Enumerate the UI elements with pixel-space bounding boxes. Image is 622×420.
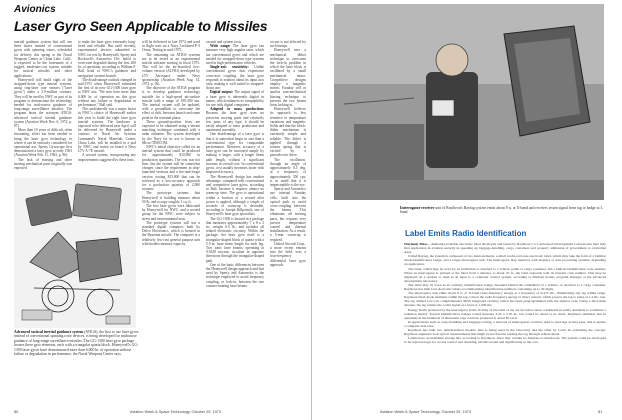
article-paragraph: One disadvantage of a laser gyro is that it is somewhat larger in size than a conventional type for comparable performance. However, accuracy of a laser gyro can be increased simply by making it larger, with a longer beam path length, without a significant increase in overall cost. In conventional gyros, cost usually increases faster with improved accuracy. (206, 132, 264, 175)
article-paragraph: In applications such as cargo handling and baggage routing, a network of interrogators could be used to read tags as they pass, and to update a computer data base. (404, 319, 606, 328)
sidebar-column-text (404, 242, 606, 408)
article-paragraph: Honeywell will build eight of the strapped-down type inertial systems, using ring-laser rate sensors ("laser gyros") under a 3.9-million contract. They will be used by NWC as part of its program to demonstrate the technology needed for mid-course guidance of long-range surveillance missiles. The program bears the acronym ATIGS: advanced tactical inertial guidance system (Aviation Week Nov. 6, 1972, p. 87). (14, 77, 72, 129)
article-paragraph: The GG-1300 is housed in a package that measures approximately 7 x 8 x 2 in., weighs 6.5 lb., and includes all related electronic circuitry. Within the package, the laser gyro itself is a triangular-shaped block of quartz with a 5.5-in. laser beam length for each leg. Two ionic laser beams, operating at 0.6328 micron, circulate in opposite directions through the triangular-shaped path. (206, 216, 264, 263)
article-paragraph: Wide range: The laser gyro can measure very high angular rates, which tax conventional gyros and which are needed for strapped-down type systems used in high-performance vehicles. (206, 44, 264, 66)
article-paragraph: The prototype systems that Honeywell is building measure about 50 lb. and occupy roughly 1 cu. ft. (142, 191, 200, 204)
article-paragraph: The Honeywell design has another advantage, compared with conventional and competitive laser gyros, according to Ball, because it requires almost no warm-up time. The gyro is operational within a fraction of a second after power is applied, although a couple of seconds of warm-up is desirable, according to Joseph Killpatrick, one of Honeywell's laser gyro specialists. (206, 174, 264, 217)
article-paragraph: Honeywell uses a mechanical dither technique to overcome the lock-in problem in which the laser block is oscillated by a small mechanical motor. Competitive designs employ a magnetic mirror, Faraday cell or similar non-mechanical biasing technique to prevent the two beams from locking in. (270, 48, 306, 108)
section-rubric: Avionics (14, 4, 56, 15)
article-paragraph: Raytheon has built two demonstration models. One is being used in the laboratory and the other by Cobb. In evaluating the concept, Raytheon engineers took typical measurements that might be involved in reading the tag through vehicle metal. (404, 327, 606, 337)
article-paragraph: More than 10 years of difficult, often frustrating, effort has been needed to bring the laser gyro technology to where it can be seriously considered for operational use. Sperry Gyroscope first demonstrated a laser gyro in early 1963 (Aviation Week Feb. 11, 1963, p. 96). (14, 128, 72, 158)
article-paragraph: occurs is not affected by such bumps. (270, 40, 306, 49)
article-paragraph: Honeywell believes its approach is less sensitive to temperature variations and magnetic fields and that the block-dither mechanism is extremely simple and reliable. The dither is applied through a torsion spring that is excited by a piezoelectric drive. (270, 107, 306, 158)
article-column-5 (270, 40, 306, 400)
article-paragraph: inertial guidance system that will use three lasers instead of conventional gyros with spinning rotors, scheduled for delivery this spring to the Naval Weapons Center at China Lake, Calif., is expected to be the forerunner of a rugged, moderate-cost system suitable for tactical missiles and other applications. (14, 40, 72, 78)
article-paragraph: will be delivered in late 1974 and used in flight tests on a Navy Lockheed P-3 Orion. Testing in mid-1975. (142, 40, 200, 53)
raytag-illustration (334, 4, 604, 200)
article-column-3 (142, 40, 200, 400)
article-paragraph: The prototype systems will use a standard digital computer, built by Delco Electronics, which is housed in the Bayonne missile. The computer is a relatively low-cost general purpose unit with modest memory capacity. (142, 220, 200, 246)
article-paragraph: on unit and system costs. (206, 40, 243, 44)
sidebar-heading: Label Emits Radio Identification (405, 229, 527, 238)
article-paragraph: The interrogator unit emits about 8 w. of X-band radio-frequency energy at a frequency of 9,375 mc., illuminating any tag within range. Raytheon flush diode elements within the tag convert the radio frequency energy to direct current, which powers the tag to pulse at a 4 mc. rate. The tag utilizes low-cost complementary MOS integrated circuitry which has been preprogrammed with the desired code. Using a microstrip antenna, the tag returns the coded signal at a level of 1,000 mv. (404, 291, 606, 308)
gyro-photo-caption: Advanced tactical inertial guidance system (ATIGS), the first to use laser gyros instead of conventional spinning rotor devices, is being developed for midcourse guidance of long-range surveillance missiles. The GG-1300 laser gyro package houses three gyro elements, each with a triangular quartz block. Honeywell's GG-1300 laser gyros have demonstrated more than 6,000 hr. of operation without failure or degradation in performance, the Naval Weapons Center says. (14, 330, 139, 357)
article-column-4 (206, 40, 264, 400)
article-paragraph: Labels have an indefinite storage life, according to Raytheon, since they contain no batteries to deteriorate. The system could be developed to incorporate logic for access control and checking, but this would add significantly to the cost. (404, 336, 606, 345)
article-paragraph: Adapted to mass production: Because the laser gyro uses no precision moving parts and relatively few parts of any type, it should be easily adapted to mass production and automated assembly. (206, 107, 264, 133)
article-paragraph: Sperry and Autonetics use internal Faraday cells, built into the optical path, to avoid cross-coupling between the beams. This eliminates all moving parts, but requires very precise temperature control and thermal stabilization. As a result, a 5-min. warm-up is required. (270, 187, 306, 242)
laser-gyro-illustration (14, 178, 136, 328)
article-paragraph: United Aircraft Corp., a more recent entrant into the field, uses a four-frequency differential laser gyro approach. (270, 241, 306, 267)
left-page-number: 80 (14, 410, 19, 414)
article-paragraph: The first laser gyros were fabricated by Honeywell for NWC, and a second group for the NWC were subject to stress and environmental tests. (142, 203, 200, 221)
article-paragraph: The label may be worn as an ordinary identification badge, mounted behind the windshield of a vehicle, or attached to a cargo container. Raytheon has built four electronic labels accommodating identification numbers containing up to 30 digits. (404, 282, 606, 292)
right-page-footer: Aviation Week & Space Technology, October 29, 1973 (380, 410, 471, 414)
left-page-footer: Aviation Week & Space Technology, October 29, 1973 (130, 410, 221, 414)
article-paragraph: The oscillation, through an angle of approximately 0.5 deg. at a frequency of approximately 350 cps, is so small that it is imperceptible to the eye. (270, 157, 306, 187)
article-paragraph: This undoubtedly was a major factor in NWC's choice of Honeywell earlier this year to build the eight laser gyro inertial systems. The hardware is expected to be delivered next April, will be delivered by Honeywell under a contract to Naval Air Systems Command's Naval Materials Center, China Lake, will be installed in a pod by NWC and tested on board a Navy LTV A-7E aircraft. (78, 107, 136, 154)
article-paragraph: A second system, incorporating any improvements suggested by these tests, (78, 153, 136, 162)
page-gutter (311, 0, 312, 420)
laser-gyro-photo (14, 178, 136, 328)
article-column-2 (78, 40, 136, 176)
raytag-photo-caption: Interrogator receiver unit of Raytheon's Raytag system emits about 8 w. at X-band and receives return signal from tag or badge at L band. (400, 206, 603, 215)
article-paragraph: The objective of the ATIGS program is to develop guidance technology suitable for a high-speed air-surface missile with a range of 100-200 nm. The inertial system will be updated, with a groundlink to overcome the effect of drift, between launch and some point in the terminal phase. (142, 86, 200, 120)
article-paragraph: The label, which may be worn by an individual or attached to a vehicle, pallet or cargo container, has a built-in identification code number. When an interrogator is pointed at the label from a distance to about 25 ft., the label responds with its internal code number. This may be displayed on a readout or used as an input to a computer control system, according to Michael Kotter, program manager at the advanced development laboratory. (404, 266, 606, 283)
article-paragraph: The remaining six ATIGS systems are to be tested in an experimental missile airframe starting in fiscal 1975. This will be the air-launched low-volume version (ALVRJ) developed by LTV Aerospace under Navy sponsorship (Aviation Week Aug. 14, 1972, p. 56). (142, 52, 200, 87)
right-page-number: 81 (598, 410, 603, 414)
article-paragraph: Single-axis sensitivity: Unlike conventional gyros that experience cross-axis coupling, the laser gyro responds to rotation about its input axis only, making it well suited to strapped-down use. (206, 65, 264, 91)
raytag-photo (334, 4, 604, 200)
article-paragraph: Energy fields produced by the interrogator in the vicinity of the label or tag are far below those considered in safety standards to constitute a radiation hazard. Typical identification badges would measure 3.25 x 2.25 in., but would be about ¼ in. thick. Raytheon estimates that in quantities in the hundreds of thousands, tags could be produced at about $5 each. (404, 307, 606, 320)
article-paragraph: Wayland, Mass.—Remotely-readable electronic label developed and tested by Raytheon Co.'s Advanced Development Laboratories here may find application in aviation security in speeding up baggage-handling, cargo containers and property admission of government to controlled areas. (404, 242, 606, 255)
article-paragraph: to make the laser gyro extremely long-lived and reliable. But until recently, experimental devices submitted to NWC for test by Honeywell, Sperry and Rockwell's Autonetics Div. failed to overcome degraded during the first 200 hr. of operation, according to William F. Ball, head of NWC's guidance and navigation systems branch. (78, 40, 136, 78)
article-paragraph: These ground-position fixes are expected to be obtained using a terrain matching technique combined with a radar altimeter. The system developed by the Navy for its use is known as Micro-TERCOM. (142, 119, 200, 145)
article-paragraph: One of the basic differences between the Honeywell design approach and that used by Sperry and Autonetics is the technique employed to avoid frequency coupling, or lock-in, between the two counter-rotating laser beams. (206, 262, 264, 288)
article-paragraph: NWC's initial objective called for an inertial system that could be produced for approximately $10,000 in production quantities. The cost was not firm, but the system will be somewhat cheaper, since the requirement in ship-launched versions and a fire-and-forget version costing $15,000 that can be achieved as a low-accuracy approach for a production quantity of 2,000 systems. (142, 145, 200, 192)
article-paragraph: The lack of missing and other moving mechanical parts originally was expected (14, 157, 72, 171)
article-headline: Laser Gyro Seen Applicable to Missiles (14, 18, 268, 34)
article-paragraph: Called Raytag, the system is composed of two main elements, a small credit-card-size electronic label, which may take the form of a familiar check-identification badge, and a larger interrogator unit. The interrogator may interface with displays or data processing systems, depending on application. (404, 254, 606, 267)
article-paragraph: The disadvantage outlook changed in mid-1972 when Honeywell submitted the first of its new GG-1300 laser gyro to NWC test. "We now have more than 6,000 hr. of operation on this gyro without any failure or degradation in performance," Ball said. (78, 77, 136, 108)
article-paragraph: Digital output: The output signal of a laser gyro is inherently digital in nature, which enhances its compatibility for use with digital computers. (206, 90, 264, 108)
